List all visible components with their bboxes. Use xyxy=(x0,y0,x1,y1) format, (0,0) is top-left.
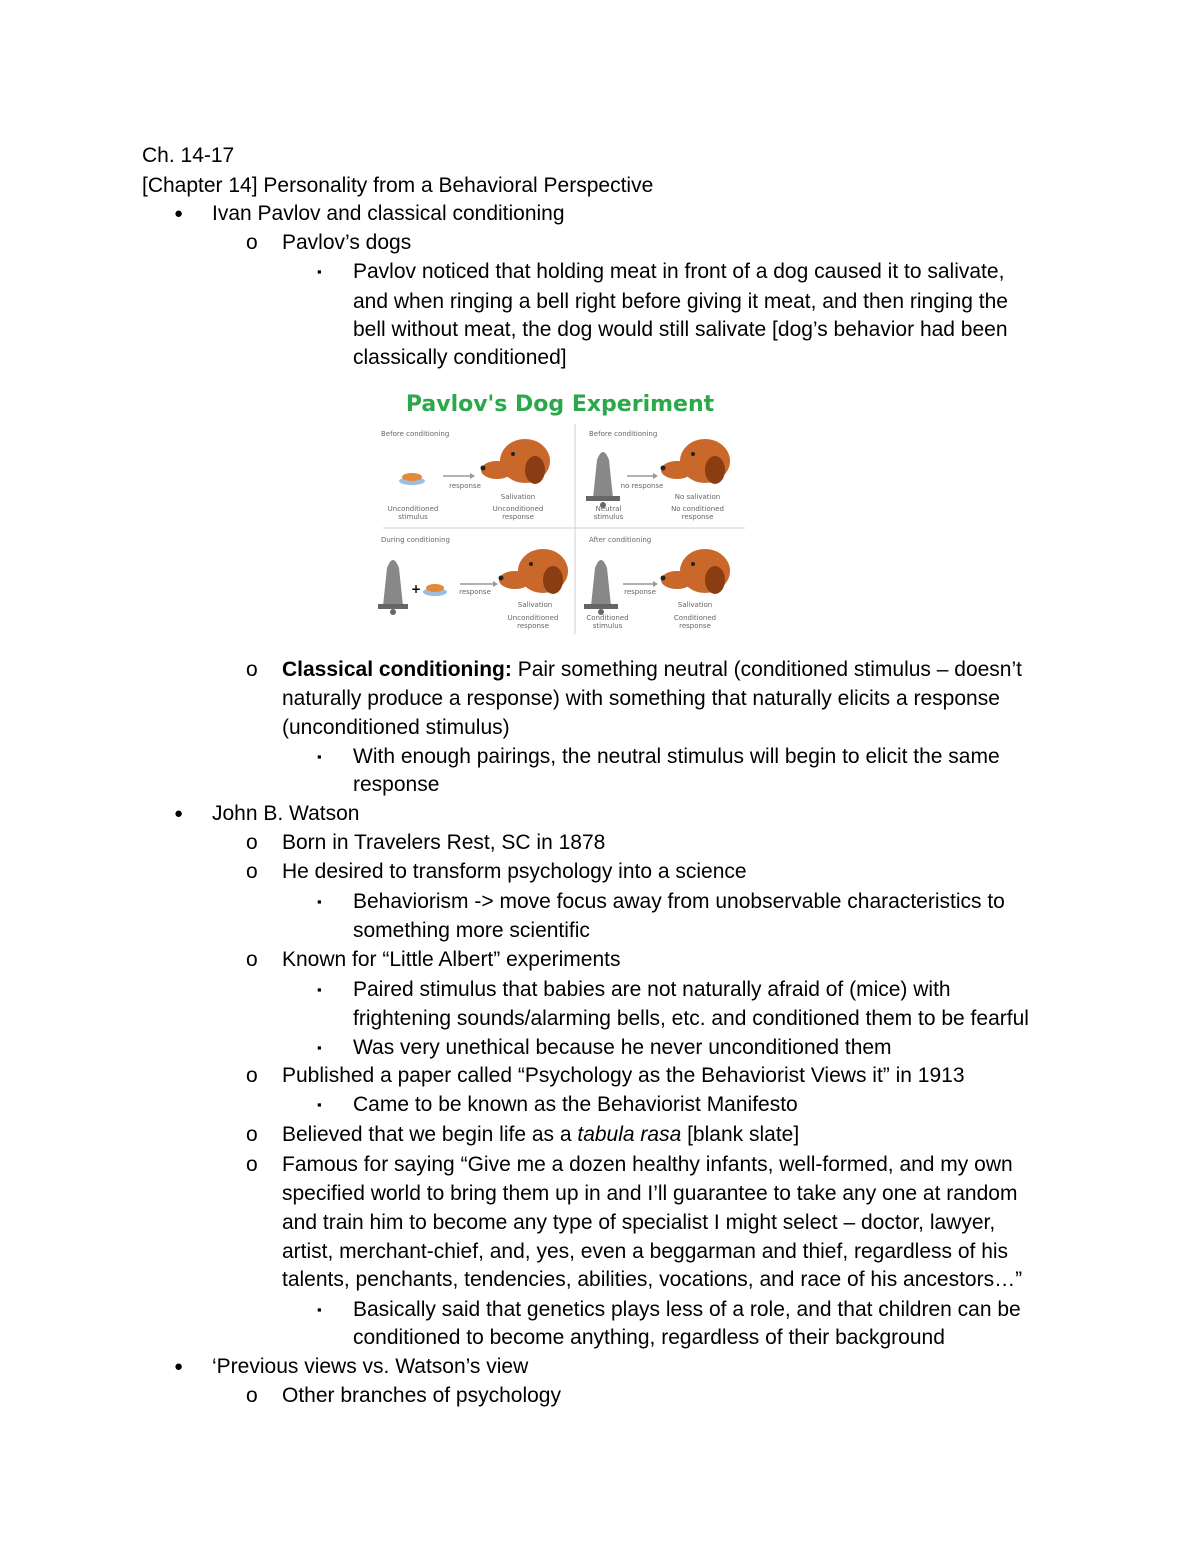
bell-icon xyxy=(378,560,408,615)
figure-title: Pavlov's Dog Experiment xyxy=(405,392,715,417)
bullet-l1: ● xyxy=(174,1358,184,1375)
panel-label: Unconditioned response xyxy=(507,614,559,630)
famous-line: artist, merchant-chief, and, yes, even a beggarman and thief, regardless of his xyxy=(282,1240,1009,1263)
panel-label: Conditioned stimulus xyxy=(586,614,629,630)
dogs-detail-line: classically conditioned] xyxy=(353,346,567,369)
panel-arrow-label: no response xyxy=(620,482,664,490)
panel-arrow-label: response xyxy=(624,588,656,596)
famous-line: specified world to bring them up in and I’ll guarantee to take any one at random xyxy=(282,1182,1018,1205)
dog-head-icon xyxy=(661,439,731,484)
svg-text:+: + xyxy=(411,582,422,596)
cc-term: Classical conditioning: xyxy=(282,658,512,681)
bullet-l3: ▪ xyxy=(317,264,322,279)
arrow-icon xyxy=(623,581,658,587)
paired-line: frightening sounds/alarming bells, etc. and conditioned them to be fearful xyxy=(353,1007,1029,1030)
previous-other: Other branches of psychology xyxy=(282,1384,561,1407)
unethical-line: Was very unethical because he never unconditioned them xyxy=(353,1036,892,1059)
dogs-detail-line: bell without meat, the dog would still salivate [dog’s behavior had been xyxy=(353,318,1008,341)
food-bowl-icon xyxy=(399,473,425,485)
paired-line: Paired stimulus that babies are not naturally afraid of (mice) with xyxy=(353,978,951,1001)
watson-born: Born in Travelers Rest, SC in 1878 xyxy=(282,831,606,854)
bullet-l3: ▪ xyxy=(317,1097,322,1112)
panel-arrow-label: response xyxy=(459,588,491,596)
pavlov-dogs: Pavlov’s dogs xyxy=(282,231,412,254)
bullet-l2: o xyxy=(246,860,258,883)
bullet-l2: o xyxy=(246,1153,258,1176)
panel-header: After conditioning xyxy=(589,536,652,544)
food-bowl-icon xyxy=(423,584,447,596)
belief-term: tabula rasa xyxy=(577,1123,682,1146)
cc-sub-line: With enough pairings, the neutral stimulus will begin to elicit the same xyxy=(353,745,1000,768)
bell-icon xyxy=(584,560,618,615)
dog-head-icon xyxy=(499,549,569,594)
cc-definition-line: (unconditioned stimulus) xyxy=(282,716,510,739)
pavlov-dog-figure xyxy=(375,388,755,638)
famous-line: talents, penchants, tendencies, abilities, vocations, and race of his ancestors…” xyxy=(282,1268,1023,1291)
watson-title: John B. Watson xyxy=(212,802,360,825)
bullet-l3: ▪ xyxy=(317,1302,322,1317)
watson-known: Known for “Little Albert” experiments xyxy=(282,948,621,971)
dogs-detail-line: and when ringing a bell right before giving it meat, and then ringing the xyxy=(353,290,1008,313)
panel-label: Salivation xyxy=(677,601,713,609)
behaviorism-line: Behaviorism -> move focus away from unobservable characteristics to xyxy=(353,890,1005,913)
belief-pre: Believed that we begin life as a xyxy=(282,1123,578,1146)
watson-belief xyxy=(282,1120,799,1149)
bullet-l3: ▪ xyxy=(317,982,322,997)
belief-post: [blank slate] xyxy=(681,1123,800,1146)
watson-desired: He desired to transform psychology into a science xyxy=(282,860,747,883)
panel-label: No salivation xyxy=(674,493,721,501)
cc-definition-line: naturally produce a response) with something that naturally elicits a response xyxy=(282,687,1000,710)
genetics-line: Basically said that genetics plays less of a role, and that children can be xyxy=(353,1298,1021,1321)
bullet-l2: o xyxy=(246,231,258,254)
bullet-l2: o xyxy=(246,1123,258,1146)
behaviorism-line: something more scientific xyxy=(353,919,590,942)
panel-label: Salivation xyxy=(500,493,536,501)
arrow-icon xyxy=(460,581,498,587)
panel-label: Unconditioned stimulus xyxy=(387,505,439,521)
cc-definition-text: Pair something neutral (conditioned stimulus – doesn’t xyxy=(511,658,1022,681)
dog-head-icon xyxy=(661,549,731,594)
chapter-title: [Chapter 14] Personality from a Behavioral Perspective xyxy=(142,174,654,197)
pavlov-title: Ivan Pavlov and classical conditioning xyxy=(212,202,565,225)
previous-title: ‘Previous views vs. Watson’s view xyxy=(212,1355,529,1378)
cc-definition xyxy=(282,655,1022,684)
panel-label: No conditioned response xyxy=(671,505,724,521)
manifesto-line: Came to be known as the Behaviorist Manifesto xyxy=(353,1093,798,1116)
panel-label: Unconditioned response xyxy=(492,505,544,521)
bullet-l2: o xyxy=(246,831,258,854)
arrow-icon xyxy=(443,473,475,479)
watson-published: Published a paper called “Psychology as the Behaviorist Views it” in 1913 xyxy=(282,1064,965,1087)
genetics-line: conditioned to become anything, regardless of their background xyxy=(353,1326,945,1349)
bell-icon xyxy=(586,452,620,508)
bullet-l2: o xyxy=(246,1064,258,1087)
dogs-detail-line: Pavlov noticed that holding meat in front of a dog caused it to salivate, xyxy=(353,260,1005,283)
doc-heading: Ch. 14-17 xyxy=(142,144,235,167)
panel-header: Before conditioning xyxy=(589,430,658,438)
bullet-l3: ▪ xyxy=(317,894,322,909)
famous-line: Famous for saying “Give me a dozen healthy infants, well-formed, and my own xyxy=(282,1153,1013,1176)
famous-line: and train him to become any type of specialist I might select – doctor, lawyer, xyxy=(282,1211,996,1234)
bullet-l2: o xyxy=(246,658,258,681)
bullet-l2: o xyxy=(246,1384,258,1407)
arrow-icon xyxy=(627,473,658,479)
panel-label: Neutral stimulus xyxy=(593,505,624,521)
cc-sub-line: response xyxy=(353,773,440,796)
bullet-l1: ● xyxy=(174,205,184,222)
panel-label: Salivation xyxy=(517,601,553,609)
bullet-l3: ▪ xyxy=(317,1040,322,1055)
panel-header: Before conditioning xyxy=(381,430,450,438)
bullet-l1: ● xyxy=(174,805,184,822)
bullet-l2: o xyxy=(246,948,258,971)
bullet-l3: ▪ xyxy=(317,749,322,764)
dog-head-icon xyxy=(481,439,551,484)
panel-header: During conditioning xyxy=(381,536,450,544)
panel-label: Conditioned response xyxy=(673,614,717,630)
panel-arrow-label: response xyxy=(449,482,481,490)
